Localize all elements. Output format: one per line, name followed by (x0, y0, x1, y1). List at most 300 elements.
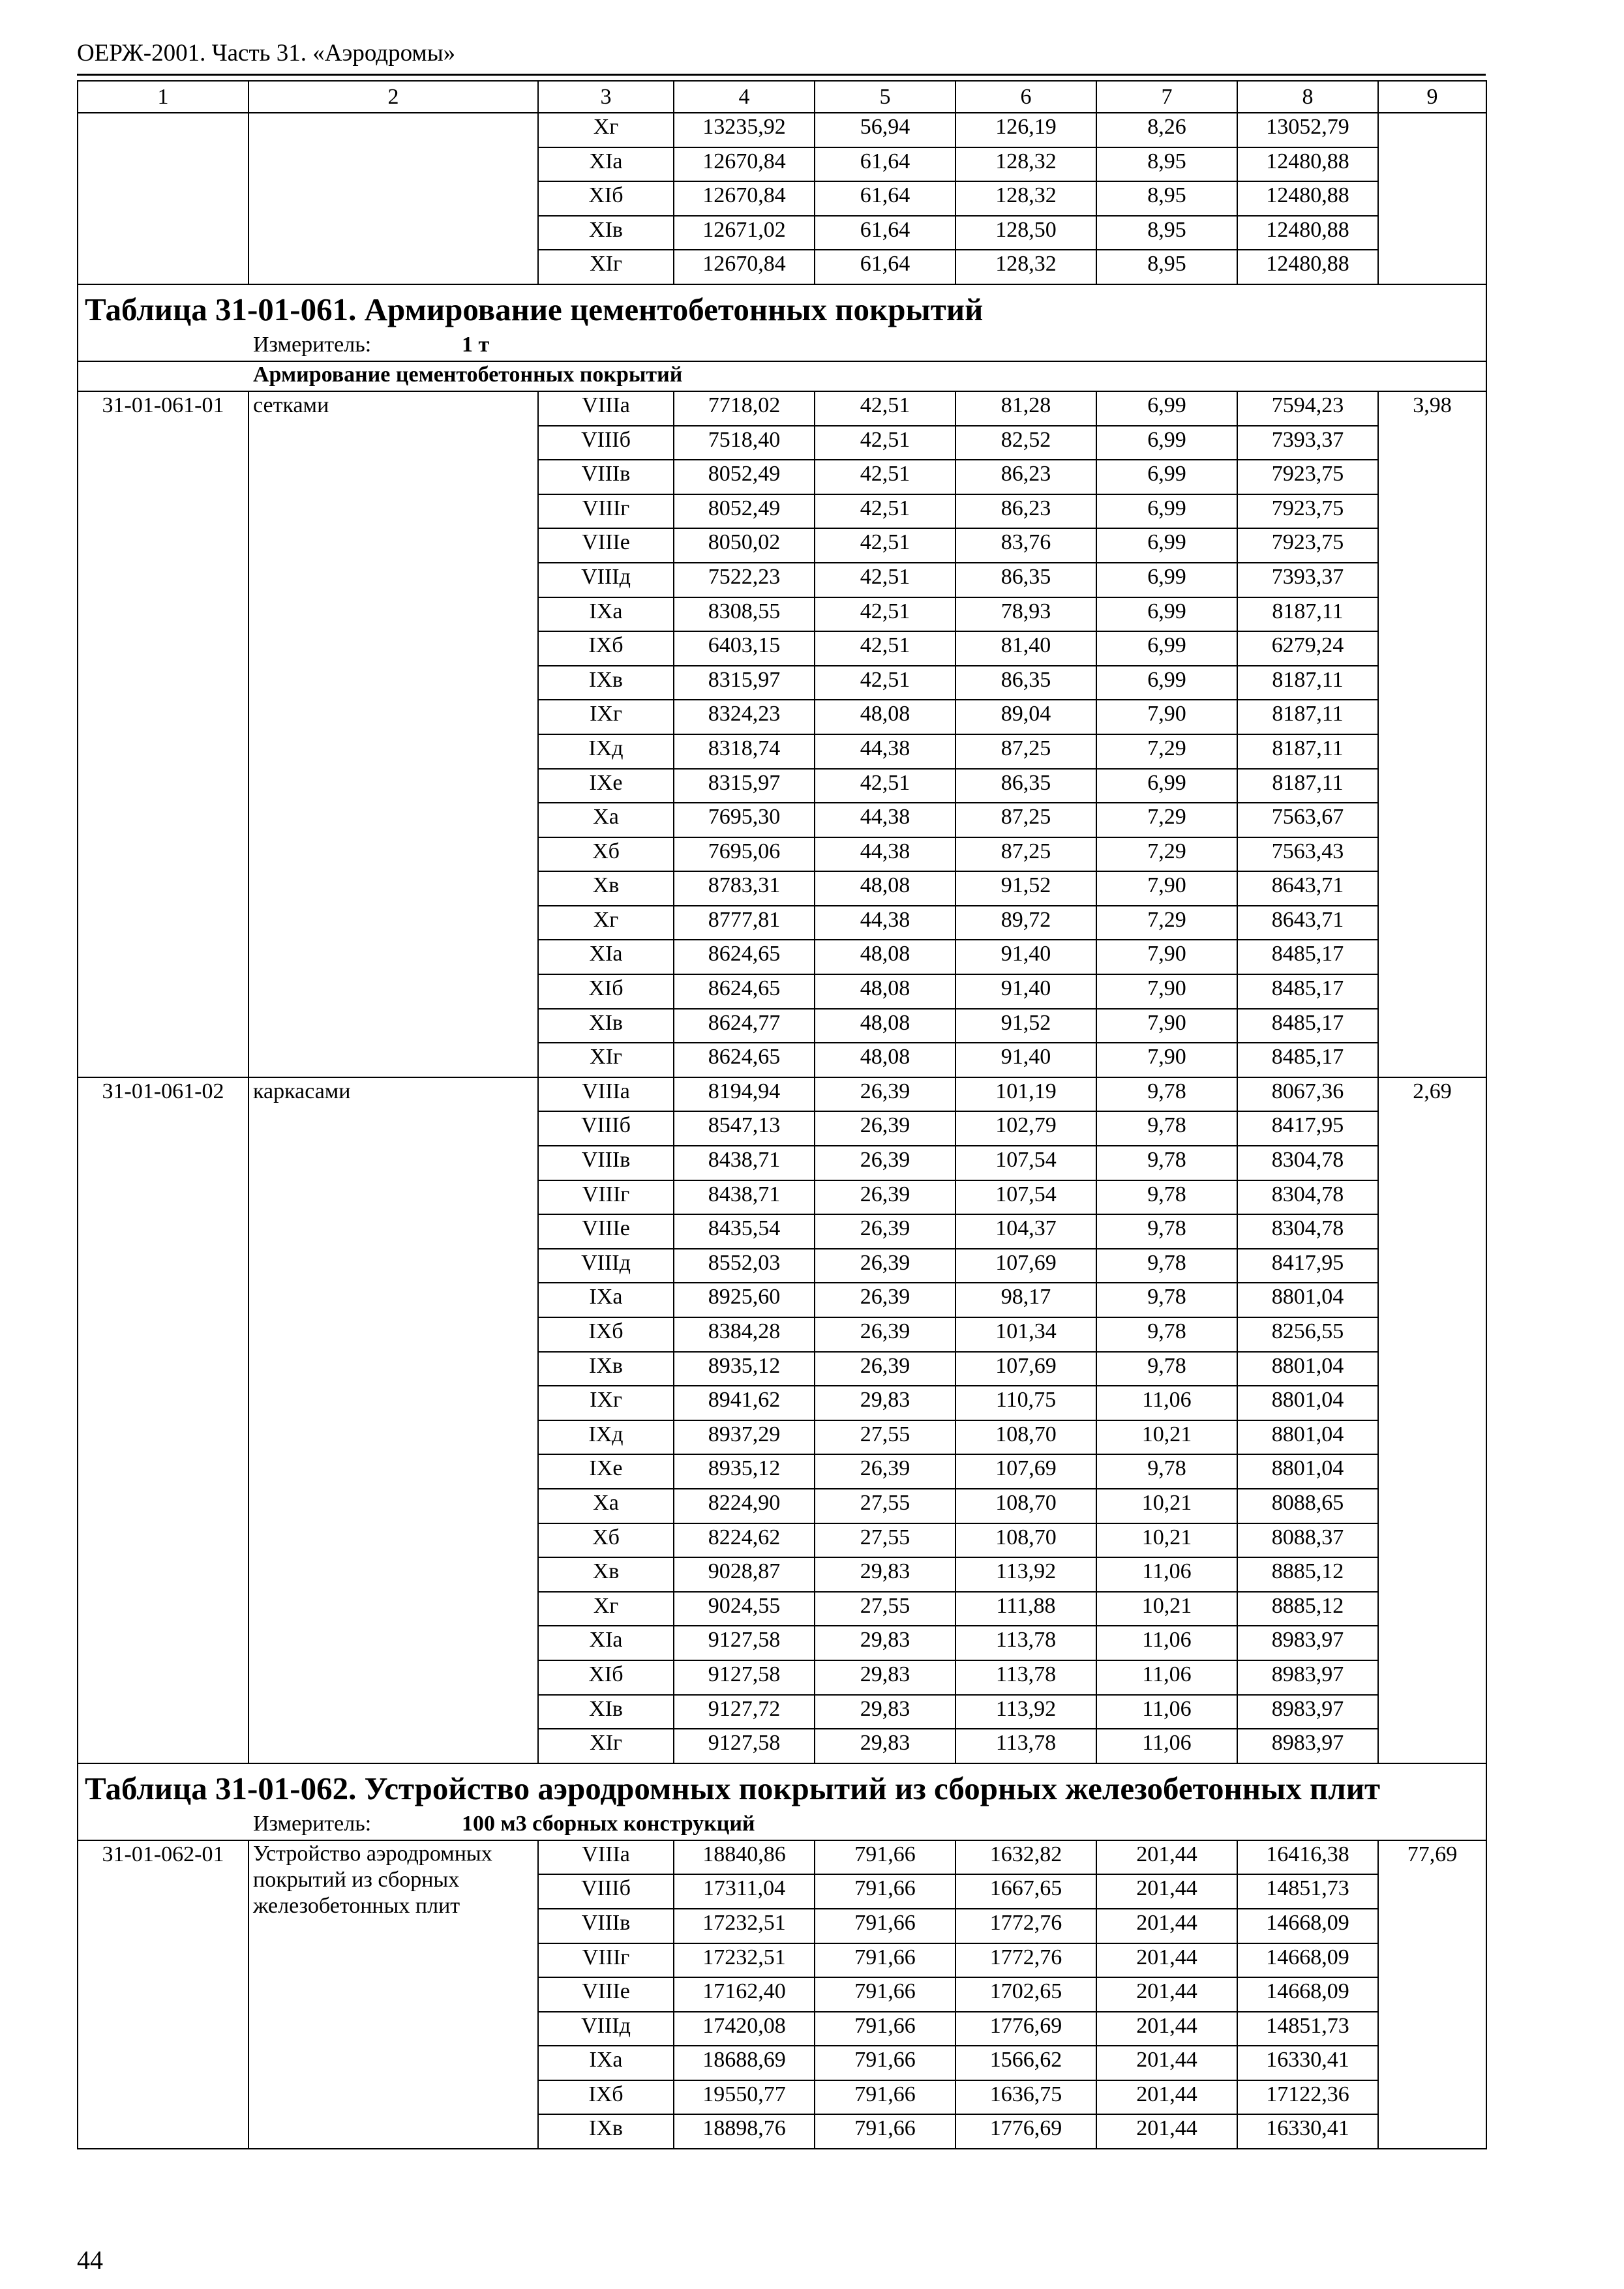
zone-cell: IXд (538, 734, 674, 769)
machines-cell: 83,76 (955, 528, 1096, 563)
materials-cell: 8485,17 (1237, 974, 1378, 1009)
col9-cell: 77,69 (1378, 1840, 1486, 2149)
direct-cost-cell: 8315,97 (674, 769, 815, 803)
driver-wage-cell: 10,21 (1096, 1523, 1237, 1558)
direct-cost-cell: 7695,30 (674, 803, 815, 837)
zone-cell: Xа (538, 1489, 674, 1523)
materials-cell: 7594,23 (1237, 391, 1378, 426)
materials-cell: 14851,73 (1237, 1874, 1378, 1909)
machines-cell: 101,34 (955, 1317, 1096, 1352)
machines-cell: 1632,82 (955, 1840, 1096, 1875)
materials-cell: 14668,09 (1237, 1977, 1378, 2012)
machines-cell: 89,72 (955, 906, 1096, 940)
wage-cell: 29,83 (815, 1557, 955, 1592)
wage-cell: 61,64 (815, 250, 955, 284)
zone-cell: VIIIб (538, 426, 674, 460)
wage-cell: 791,66 (815, 2046, 955, 2080)
zone-cell: VIIIг (538, 1943, 674, 1978)
direct-cost-cell: 9127,58 (674, 1729, 815, 1763)
driver-wage-cell: 9,78 (1096, 1180, 1237, 1215)
measure-row-cell (78, 1811, 1486, 1840)
table-title-row (78, 284, 1486, 332)
zone-cell: IXе (538, 769, 674, 803)
column-number-row (78, 81, 1486, 113)
machines-cell: 86,23 (955, 494, 1096, 529)
wage-cell: 61,64 (815, 147, 955, 182)
zone-cell: VIIIа (538, 391, 674, 426)
driver-wage-cell: 201,44 (1096, 2012, 1237, 2046)
zone-cell: IXг (538, 700, 674, 734)
wage-cell: 48,08 (815, 1043, 955, 1077)
table-subtitle: Армирование цементобетонных покрытий (78, 361, 1486, 391)
wage-cell: 42,51 (815, 769, 955, 803)
zone-cell: XIб (538, 1660, 674, 1695)
direct-cost-cell: 7518,40 (674, 426, 815, 460)
driver-wage-cell: 6,99 (1096, 391, 1237, 426)
machines-cell: 1776,69 (955, 2012, 1096, 2046)
direct-cost-cell: 8315,97 (674, 666, 815, 700)
zone-cell: IXв (538, 2114, 674, 2149)
materials-cell: 8304,78 (1237, 1214, 1378, 1249)
zone-cell: XIа (538, 940, 674, 974)
machines-cell: 1566,62 (955, 2046, 1096, 2080)
materials-cell: 8187,11 (1237, 734, 1378, 769)
wage-cell: 42,51 (815, 391, 955, 426)
zone-cell: XIг (538, 1043, 674, 1077)
zone-cell: VIIIв (538, 1146, 674, 1180)
driver-wage-cell: 9,78 (1096, 1146, 1237, 1180)
materials-cell: 8485,17 (1237, 1009, 1378, 1043)
driver-wage-cell: 8,26 (1096, 113, 1237, 147)
col9-cell: 3,98 (1378, 391, 1486, 1077)
driver-wage-cell: 6,99 (1096, 631, 1237, 666)
wage-cell: 42,51 (815, 460, 955, 494)
zone-cell: IXб (538, 631, 674, 666)
machines-cell: 128,32 (955, 147, 1096, 182)
wage-cell: 791,66 (815, 1977, 955, 2012)
driver-wage-cell: 201,44 (1096, 2114, 1237, 2149)
driver-wage-cell: 9,78 (1096, 1454, 1237, 1489)
materials-cell: 8801,04 (1237, 1352, 1378, 1386)
zone-cell: VIIIд (538, 563, 674, 597)
materials-cell: 12480,88 (1237, 216, 1378, 250)
materials-cell: 16416,38 (1237, 1840, 1378, 1875)
wage-cell: 29,83 (815, 1729, 955, 1763)
wage-cell: 42,51 (815, 597, 955, 632)
zone-cell: XIб (538, 974, 674, 1009)
wage-cell: 42,51 (815, 494, 955, 529)
direct-cost-cell: 8552,03 (674, 1249, 815, 1283)
machines-cell: 113,92 (955, 1557, 1096, 1592)
wage-cell: 26,39 (815, 1077, 955, 1112)
wage-cell: 29,83 (815, 1660, 955, 1695)
driver-wage-cell: 9,78 (1096, 1077, 1237, 1112)
materials-cell: 8801,04 (1237, 1283, 1378, 1317)
machines-cell: 1667,65 (955, 1874, 1096, 1909)
direct-cost-cell: 8318,74 (674, 734, 815, 769)
measure-label: Измеритель: (253, 332, 372, 357)
machines-cell: 1776,69 (955, 2114, 1096, 2149)
wage-cell: 27,55 (815, 1489, 955, 1523)
driver-wage-cell: 201,44 (1096, 2046, 1237, 2080)
subtitle-row (78, 361, 1486, 391)
materials-cell: 14851,73 (1237, 2012, 1378, 2046)
direct-cost-cell: 8438,71 (674, 1180, 815, 1215)
materials-cell: 8485,17 (1237, 940, 1378, 974)
machines-cell: 107,69 (955, 1352, 1096, 1386)
table-title-row (78, 1763, 1486, 1811)
materials-cell: 7923,75 (1237, 528, 1378, 563)
machines-cell: 102,79 (955, 1111, 1096, 1146)
wage-cell: 26,39 (815, 1454, 955, 1489)
direct-cost-cell: 9127,58 (674, 1626, 815, 1660)
zone-cell: VIIIб (538, 1111, 674, 1146)
driver-wage-cell: 6,99 (1096, 426, 1237, 460)
materials-cell: 14668,09 (1237, 1909, 1378, 1943)
column-number: 4 (674, 81, 815, 113)
machines-cell: 87,25 (955, 837, 1096, 872)
materials-cell: 17122,36 (1237, 2080, 1378, 2115)
machines-cell: 113,78 (955, 1660, 1096, 1695)
machines-cell: 81,28 (955, 391, 1096, 426)
zone-cell: Xб (538, 837, 674, 872)
direct-cost-cell: 8937,29 (674, 1420, 815, 1455)
wage-cell: 26,39 (815, 1180, 955, 1215)
direct-cost-cell: 8435,54 (674, 1214, 815, 1249)
wage-cell: 791,66 (815, 1943, 955, 1978)
zone-cell: IXа (538, 2046, 674, 2080)
direct-cost-cell: 8783,31 (674, 871, 815, 906)
zone-cell: IXб (538, 1317, 674, 1352)
wage-cell: 29,83 (815, 1626, 955, 1660)
machines-cell: 91,52 (955, 871, 1096, 906)
driver-wage-cell: 7,90 (1096, 974, 1237, 1009)
column-number: 9 (1378, 81, 1486, 113)
wage-cell: 48,08 (815, 1009, 955, 1043)
materials-cell: 8643,71 (1237, 871, 1378, 906)
materials-cell: 8983,97 (1237, 1626, 1378, 1660)
wage-cell: 26,39 (815, 1249, 955, 1283)
driver-wage-cell: 201,44 (1096, 1943, 1237, 1978)
wage-cell: 27,55 (815, 1420, 955, 1455)
materials-cell: 8088,37 (1237, 1523, 1378, 1558)
materials-cell: 8304,78 (1237, 1146, 1378, 1180)
direct-cost-cell: 18898,76 (674, 2114, 815, 2149)
wage-cell: 48,08 (815, 974, 955, 1009)
direct-cost-cell: 8438,71 (674, 1146, 815, 1180)
direct-cost-cell: 8194,94 (674, 1077, 815, 1112)
price-table (77, 80, 1487, 2149)
measure-value: 100 м3 сборных конструкций (462, 1811, 755, 1836)
driver-wage-cell: 201,44 (1096, 1977, 1237, 2012)
wage-cell: 48,08 (815, 940, 955, 974)
zone-cell: IXа (538, 1283, 674, 1317)
direct-cost-cell: 8224,90 (674, 1489, 815, 1523)
column-number: 1 (78, 81, 248, 113)
driver-wage-cell: 7,90 (1096, 1009, 1237, 1043)
document-header: ОЕРЖ-2001. Часть 31. «Аэродромы» (77, 40, 456, 67)
materials-cell: 8885,12 (1237, 1592, 1378, 1626)
column-number: 3 (538, 81, 674, 113)
col9-cell: 2,69 (1378, 1077, 1486, 1763)
driver-wage-cell: 8,95 (1096, 216, 1237, 250)
direct-cost-cell: 17162,40 (674, 1977, 815, 2012)
wage-cell: 26,39 (815, 1111, 955, 1146)
machines-cell: 113,78 (955, 1729, 1096, 1763)
measure-row-cell (78, 332, 1486, 361)
zone-cell: Xг (538, 906, 674, 940)
zone-cell: VIIIе (538, 1214, 674, 1249)
materials-cell: 8417,95 (1237, 1249, 1378, 1283)
materials-cell: 8801,04 (1237, 1420, 1378, 1455)
wage-cell: 791,66 (815, 2012, 955, 2046)
materials-cell: 8067,36 (1237, 1077, 1378, 1112)
table-row (78, 391, 1486, 426)
zone-cell: Xг (538, 113, 674, 147)
wage-cell: 791,66 (815, 1909, 955, 1943)
direct-cost-cell: 8308,55 (674, 597, 815, 632)
table-row (78, 1840, 1486, 1875)
machines-cell: 82,52 (955, 426, 1096, 460)
driver-wage-cell: 11,06 (1096, 1729, 1237, 1763)
direct-cost-cell: 17311,04 (674, 1874, 815, 1909)
zone-cell: IXв (538, 666, 674, 700)
driver-wage-cell: 11,06 (1096, 1626, 1237, 1660)
direct-cost-cell: 8624,77 (674, 1009, 815, 1043)
zone-cell: Xа (538, 803, 674, 837)
driver-wage-cell: 10,21 (1096, 1420, 1237, 1455)
direct-cost-cell: 8624,65 (674, 974, 815, 1009)
wage-cell: 56,94 (815, 113, 955, 147)
materials-cell: 8801,04 (1237, 1454, 1378, 1489)
wage-cell: 791,66 (815, 2080, 955, 2115)
direct-cost-cell: 8547,13 (674, 1111, 815, 1146)
zone-cell: Xв (538, 1557, 674, 1592)
machines-cell: 107,54 (955, 1146, 1096, 1180)
wage-cell: 26,39 (815, 1146, 955, 1180)
zone-cell: VIIIе (538, 1977, 674, 2012)
header-rule (77, 74, 1486, 76)
zone-cell: VIIIб (538, 1874, 674, 1909)
driver-wage-cell: 11,06 (1096, 1557, 1237, 1592)
zone-cell: VIIIе (538, 528, 674, 563)
direct-cost-cell: 9028,87 (674, 1557, 815, 1592)
name-cell: каркасами (248, 1077, 538, 1763)
materials-cell: 8885,12 (1237, 1557, 1378, 1592)
machines-cell: 91,40 (955, 1043, 1096, 1077)
driver-wage-cell: 9,78 (1096, 1283, 1237, 1317)
direct-cost-cell: 8941,62 (674, 1386, 815, 1420)
driver-wage-cell: 9,78 (1096, 1111, 1237, 1146)
column-number: 7 (1096, 81, 1237, 113)
materials-cell: 8801,04 (1237, 1386, 1378, 1420)
machines-cell: 86,35 (955, 666, 1096, 700)
machines-cell: 86,35 (955, 769, 1096, 803)
machines-cell: 87,25 (955, 803, 1096, 837)
wage-cell: 27,55 (815, 1523, 955, 1558)
machines-cell: 87,25 (955, 734, 1096, 769)
wage-cell: 791,66 (815, 2114, 955, 2149)
zone-cell: XIб (538, 181, 674, 216)
machines-cell: 86,23 (955, 460, 1096, 494)
driver-wage-cell: 11,06 (1096, 1695, 1237, 1729)
direct-cost-cell: 8624,65 (674, 940, 815, 974)
materials-cell: 7923,75 (1237, 494, 1378, 529)
direct-cost-cell: 8050,02 (674, 528, 815, 563)
driver-wage-cell: 6,99 (1096, 666, 1237, 700)
code-cell: 31-01-062-01 (78, 1840, 248, 2149)
driver-wage-cell: 6,99 (1096, 769, 1237, 803)
machines-cell: 98,17 (955, 1283, 1096, 1317)
driver-wage-cell: 9,78 (1096, 1352, 1237, 1386)
materials-cell: 13052,79 (1237, 113, 1378, 147)
direct-cost-cell: 9127,58 (674, 1660, 815, 1695)
machines-cell: 1772,76 (955, 1909, 1096, 1943)
zone-cell: XIв (538, 1009, 674, 1043)
wage-cell: 44,38 (815, 837, 955, 872)
machines-cell: 128,50 (955, 216, 1096, 250)
machines-cell: 1772,76 (955, 1943, 1096, 1978)
direct-cost-cell: 8052,49 (674, 494, 815, 529)
materials-cell: 8643,71 (1237, 906, 1378, 940)
direct-cost-cell: 7695,06 (674, 837, 815, 872)
zone-cell: Xб (538, 1523, 674, 1558)
direct-cost-cell: 8624,65 (674, 1043, 815, 1077)
materials-cell: 8304,78 (1237, 1180, 1378, 1215)
direct-cost-cell: 7718,02 (674, 391, 815, 426)
machines-cell: 110,75 (955, 1386, 1096, 1420)
materials-cell: 12480,88 (1237, 250, 1378, 284)
driver-wage-cell: 7,90 (1096, 871, 1237, 906)
measure-value: 1 т (462, 332, 490, 357)
table-title: Таблица 31-01-062. Устройство аэродромных покрытий из сборных железобетонных плит (78, 1763, 1486, 1811)
direct-cost-cell: 12670,84 (674, 250, 815, 284)
measure-label: Измеритель: (253, 1811, 372, 1836)
zone-cell: VIIIд (538, 2012, 674, 2046)
direct-cost-cell: 17420,08 (674, 2012, 815, 2046)
zone-cell: VIIIд (538, 1249, 674, 1283)
table-row (78, 1077, 1486, 1112)
col9-cell (1378, 113, 1486, 284)
direct-cost-cell: 8935,12 (674, 1352, 815, 1386)
materials-cell: 8187,11 (1237, 597, 1378, 632)
materials-cell: 7393,37 (1237, 426, 1378, 460)
driver-wage-cell: 201,44 (1096, 1909, 1237, 1943)
driver-wage-cell: 7,29 (1096, 734, 1237, 769)
driver-wage-cell: 10,21 (1096, 1489, 1237, 1523)
driver-wage-cell: 7,90 (1096, 700, 1237, 734)
direct-cost-cell: 12670,84 (674, 181, 815, 216)
zone-cell: IXв (538, 1352, 674, 1386)
zone-cell: XIг (538, 1729, 674, 1763)
driver-wage-cell: 201,44 (1096, 2080, 1237, 2115)
machines-cell: 91,40 (955, 974, 1096, 1009)
zone-cell: Xг (538, 1592, 674, 1626)
materials-cell: 12480,88 (1237, 181, 1378, 216)
code-cell: 31-01-061-01 (78, 391, 248, 1077)
driver-wage-cell: 10,21 (1096, 1592, 1237, 1626)
zone-cell: IXг (538, 1386, 674, 1420)
table-row (78, 113, 1486, 147)
wage-cell: 29,83 (815, 1695, 955, 1729)
zone-cell: IXб (538, 2080, 674, 2115)
materials-cell: 8256,55 (1237, 1317, 1378, 1352)
materials-cell: 8187,11 (1237, 769, 1378, 803)
machines-cell: 128,32 (955, 250, 1096, 284)
wage-cell: 44,38 (815, 734, 955, 769)
materials-cell: 8187,11 (1237, 666, 1378, 700)
wage-cell: 48,08 (815, 871, 955, 906)
driver-wage-cell: 9,78 (1096, 1317, 1237, 1352)
machines-cell: 104,37 (955, 1214, 1096, 1249)
materials-cell: 8485,17 (1237, 1043, 1378, 1077)
zone-cell: VIIIв (538, 1909, 674, 1943)
zone-cell: VIIIг (538, 494, 674, 529)
machines-cell: 113,92 (955, 1695, 1096, 1729)
direct-cost-cell: 18840,86 (674, 1840, 815, 1875)
materials-cell: 7563,67 (1237, 803, 1378, 837)
wage-cell: 44,38 (815, 906, 955, 940)
direct-cost-cell: 8777,81 (674, 906, 815, 940)
driver-wage-cell: 8,95 (1096, 147, 1237, 182)
wage-cell: 42,51 (815, 631, 955, 666)
materials-cell: 8983,97 (1237, 1695, 1378, 1729)
driver-wage-cell: 11,06 (1096, 1660, 1237, 1695)
direct-cost-cell: 9024,55 (674, 1592, 815, 1626)
machines-cell: 128,32 (955, 181, 1096, 216)
driver-wage-cell: 6,99 (1096, 494, 1237, 529)
driver-wage-cell: 8,95 (1096, 250, 1237, 284)
direct-cost-cell: 8925,60 (674, 1283, 815, 1317)
materials-cell: 6279,24 (1237, 631, 1378, 666)
materials-cell: 8088,65 (1237, 1489, 1378, 1523)
direct-cost-cell: 7522,23 (674, 563, 815, 597)
machines-cell: 108,70 (955, 1489, 1096, 1523)
direct-cost-cell: 8224,62 (674, 1523, 815, 1558)
machines-cell: 111,88 (955, 1592, 1096, 1626)
zone-cell: VIIIв (538, 460, 674, 494)
direct-cost-cell: 8052,49 (674, 460, 815, 494)
wage-cell: 48,08 (815, 700, 955, 734)
materials-cell: 7563,43 (1237, 837, 1378, 872)
wage-cell: 42,51 (815, 666, 955, 700)
name-cell: Устройство аэродромных покрытий из сборных железобетонных плит (248, 1840, 538, 2149)
driver-wage-cell: 7,29 (1096, 803, 1237, 837)
zone-cell: XIв (538, 1695, 674, 1729)
materials-cell: 7393,37 (1237, 563, 1378, 597)
direct-cost-cell: 18688,69 (674, 2046, 815, 2080)
wage-cell: 42,51 (815, 563, 955, 597)
materials-cell: 8983,97 (1237, 1660, 1378, 1695)
machines-cell: 113,78 (955, 1626, 1096, 1660)
direct-cost-cell: 8935,12 (674, 1454, 815, 1489)
column-number: 5 (815, 81, 955, 113)
wage-cell: 27,55 (815, 1592, 955, 1626)
driver-wage-cell: 6,99 (1096, 563, 1237, 597)
page-number: 44 (77, 2245, 103, 2275)
wage-cell: 29,83 (815, 1386, 955, 1420)
direct-cost-cell: 17232,51 (674, 1943, 815, 1978)
wage-cell: 61,64 (815, 216, 955, 250)
wage-cell: 42,51 (815, 528, 955, 563)
wage-cell: 42,51 (815, 426, 955, 460)
zone-cell: VIIIг (538, 1180, 674, 1215)
machines-cell: 78,93 (955, 597, 1096, 632)
code-cell: 31-01-061-02 (78, 1077, 248, 1763)
materials-cell: 16330,41 (1237, 2114, 1378, 2149)
zone-cell: XIа (538, 147, 674, 182)
machines-cell: 107,69 (955, 1249, 1096, 1283)
